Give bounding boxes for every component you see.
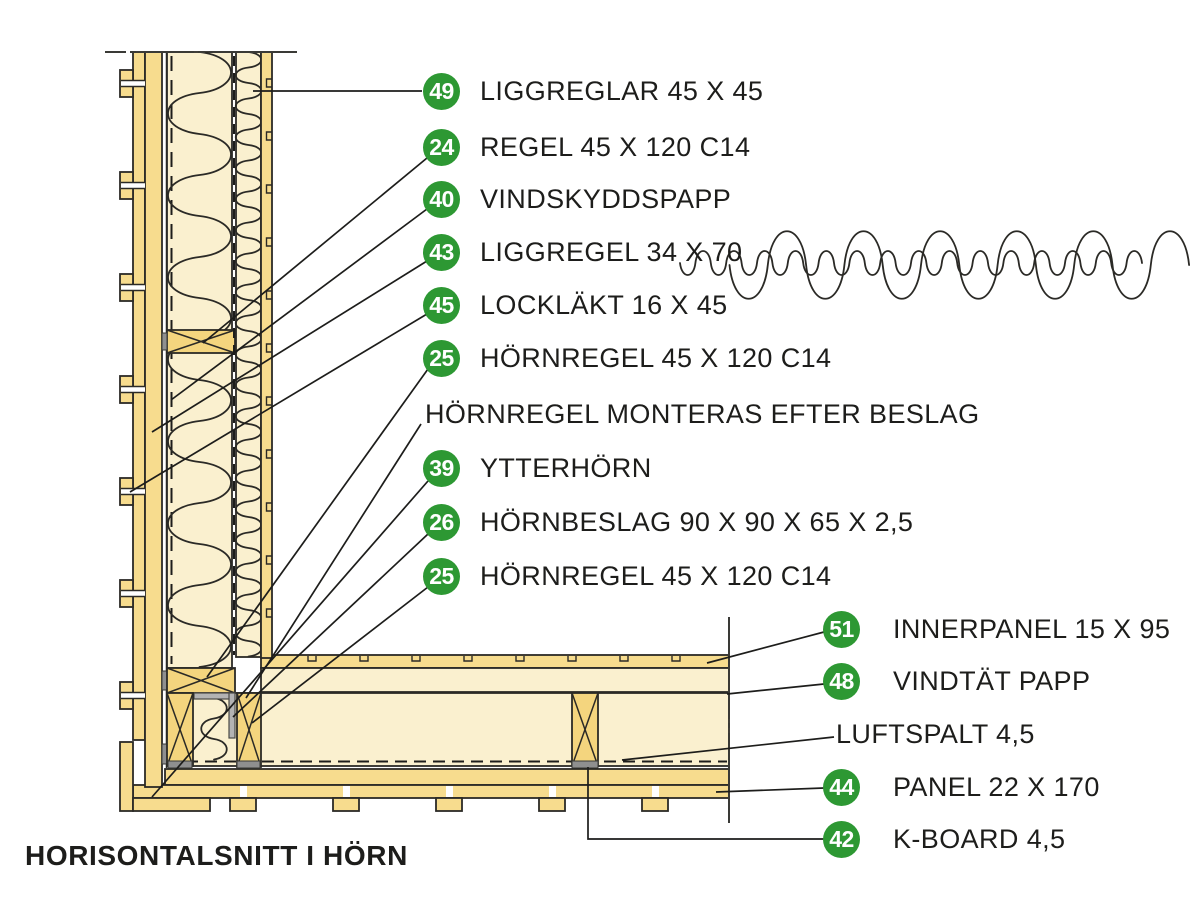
part-number-badge: 42 bbox=[823, 821, 860, 858]
part-label: LIGGREGEL 34 X 70 bbox=[480, 237, 743, 267]
part-label: INNERPANEL 15 X 95 bbox=[893, 614, 1171, 644]
callout-ytterhorn bbox=[423, 450, 652, 487]
part-number-badge: 26 bbox=[423, 504, 460, 541]
callout-hornregel-1 bbox=[423, 340, 831, 377]
callout-regel bbox=[423, 129, 750, 166]
wall-stud bbox=[572, 693, 598, 766]
callout-panel bbox=[823, 769, 1100, 806]
part-number-badge: 44 bbox=[823, 769, 860, 806]
locklakt-strips bbox=[230, 798, 668, 811]
part-label: HÖRNBESLAG 90 X 90 X 65 X 2,5 bbox=[480, 507, 914, 537]
diagram-title: HORISONTALSNITT I HÖRN bbox=[25, 840, 408, 871]
callout-kboard bbox=[823, 821, 1065, 858]
part-label: PANEL 22 X 170 bbox=[893, 772, 1100, 802]
part-number-badge: 40 bbox=[423, 181, 460, 218]
part-label: VINDTÄT PAPP bbox=[893, 666, 1091, 696]
part-label: LIGGREGLAR 45 X 45 bbox=[480, 76, 764, 106]
wall-stud bbox=[162, 330, 235, 353]
callout-innerpanel bbox=[823, 611, 1170, 648]
part-number-badge: 45 bbox=[423, 287, 460, 324]
note-label: HÖRNREGEL MONTERAS EFTER BESLAG bbox=[425, 399, 980, 429]
part-number-badge: 39 bbox=[423, 450, 460, 487]
part-number-badge: 43 bbox=[423, 234, 460, 271]
callout-locklakt bbox=[423, 287, 728, 324]
part-number-badge: 25 bbox=[423, 558, 460, 595]
part-number-badge: 48 bbox=[823, 663, 860, 700]
callout-hornregel-2 bbox=[423, 558, 831, 595]
part-label: REGEL 45 X 120 C14 bbox=[480, 132, 751, 162]
callout-note bbox=[425, 396, 980, 433]
callout-liggregel bbox=[423, 234, 742, 271]
part-number-badge: 49 bbox=[423, 73, 460, 110]
part-label: HÖRNREGEL 45 X 120 C14 bbox=[480, 343, 832, 373]
corner-stud-horizontal bbox=[167, 668, 235, 693]
part-number-badge: 25 bbox=[423, 340, 460, 377]
callout-hornbeslag bbox=[423, 504, 913, 541]
callout-liggreglar bbox=[423, 73, 763, 110]
callout-vindtat-papp bbox=[823, 663, 1090, 700]
part-label: LUFTSPALT 4,5 bbox=[836, 719, 1035, 749]
part-label: K-BOARD 4,5 bbox=[893, 824, 1066, 854]
corner-stud-b bbox=[237, 693, 261, 767]
k-board-mark bbox=[572, 761, 598, 768]
part-label: HÖRNREGEL 45 X 120 C14 bbox=[480, 561, 832, 591]
part-number-badge: 51 bbox=[823, 611, 860, 648]
part-label: YTTERHÖRN bbox=[480, 453, 652, 483]
k-board-mark bbox=[237, 761, 260, 768]
part-number-badge: 24 bbox=[423, 129, 460, 166]
callout-luftspalt bbox=[836, 716, 1035, 753]
callout-vindskyddspapp bbox=[423, 181, 731, 218]
part-label: VINDSKYDDSPAPP bbox=[480, 184, 732, 214]
part-label: LOCKLÄKT 16 X 45 bbox=[480, 290, 728, 320]
